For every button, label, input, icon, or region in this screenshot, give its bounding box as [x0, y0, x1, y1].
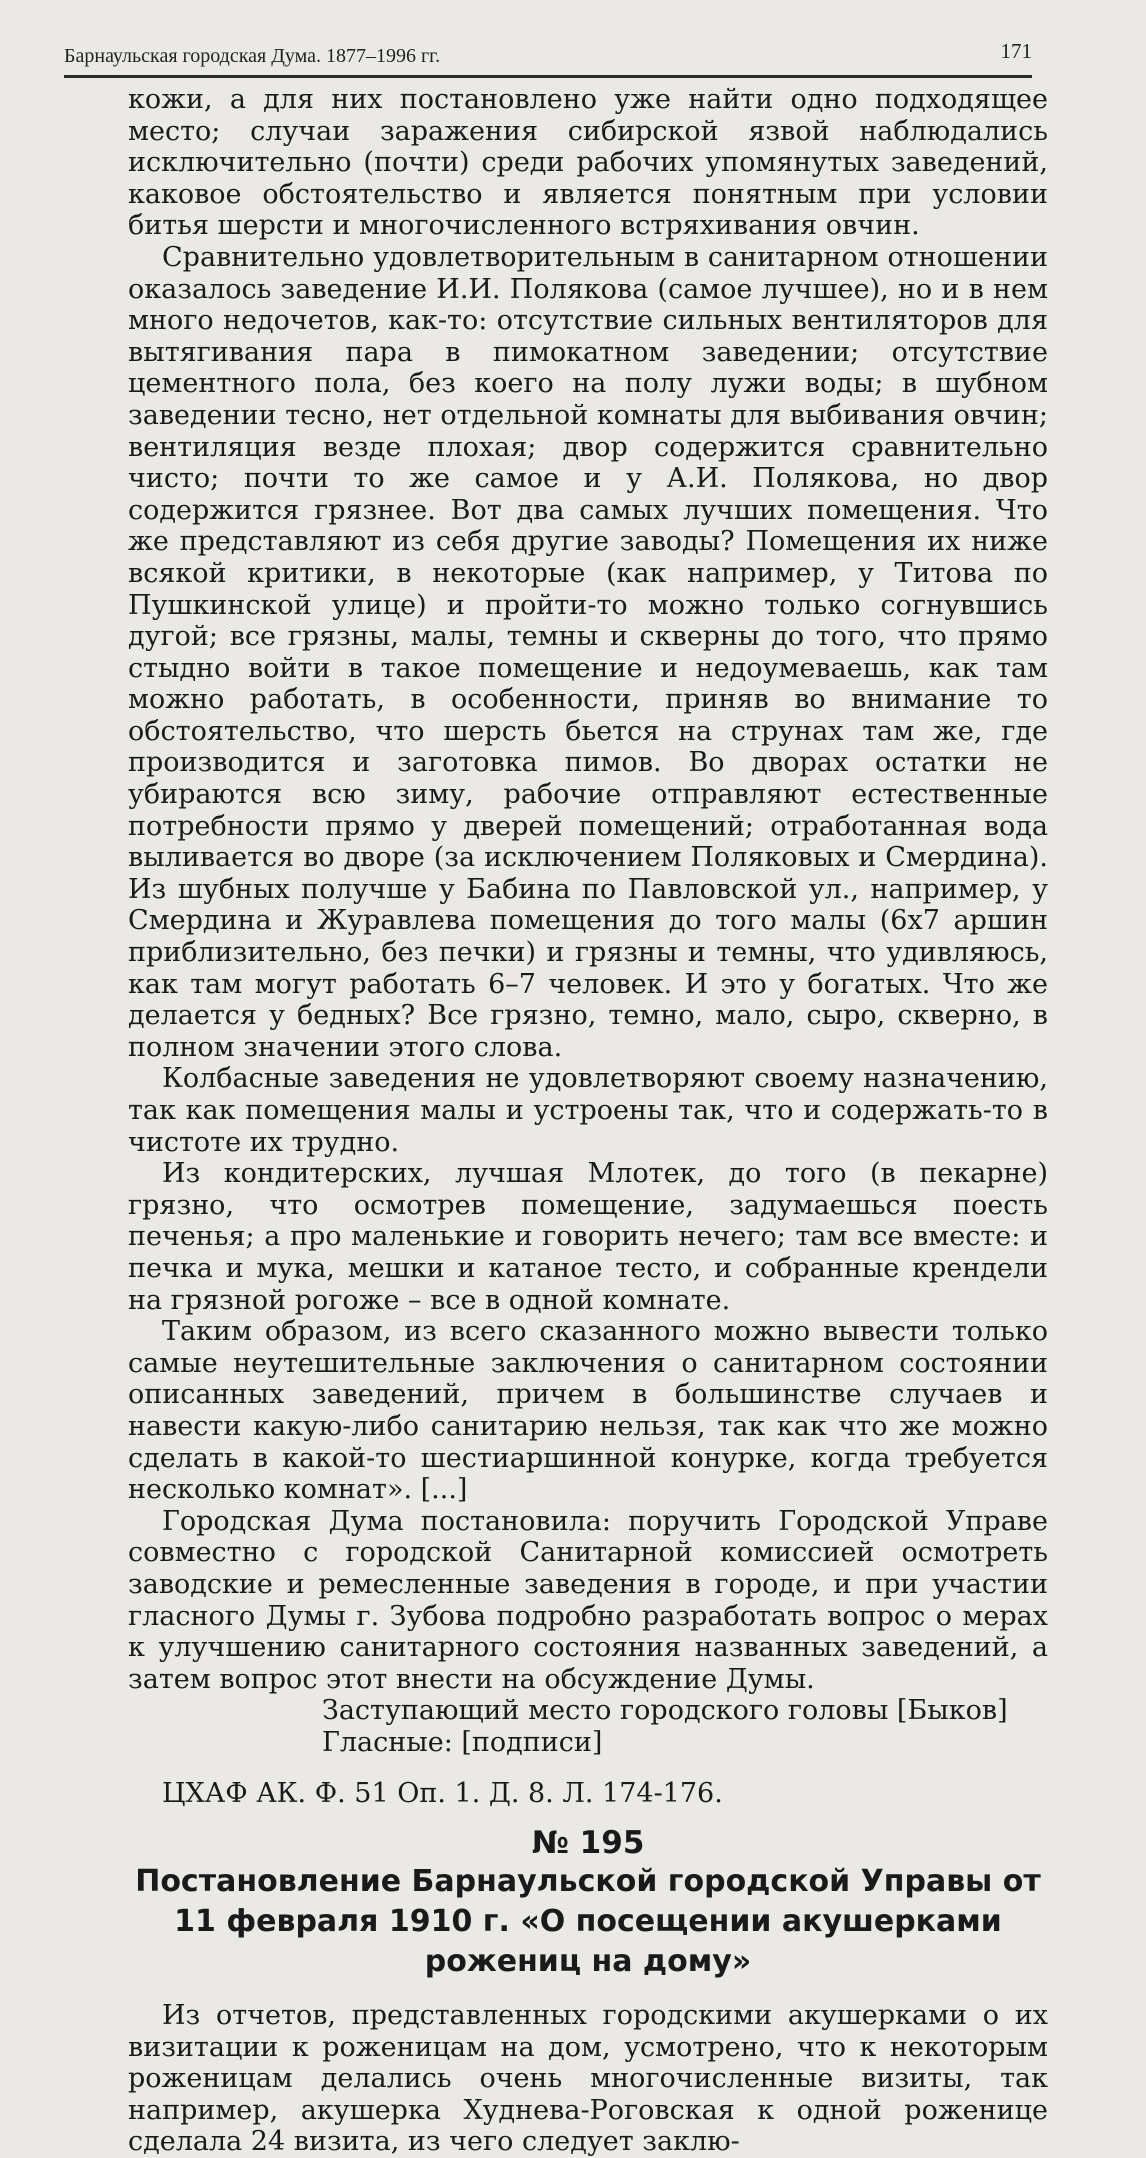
header-rule	[64, 75, 1032, 78]
paragraph-1: кожи, а для них постановлено уже найти одно подходящее место; случаи заражения сибирской язвой наблюдались исключительно (почти) среди рабочих упомянутых заведений, каковое обстоятельство и является понятным при условии битья шерсти и многочисленного встряхивания овчин.	[128, 84, 1048, 242]
document-title: Постановление Барнаульской городской Управы от 11 февраля 1910 г. «О посещении акушерками рожениц на дому»	[135, 1864, 1041, 1980]
paragraph-2: Сравнительно удовлетворительным в санитарном отношении оказалось заведение И.И. Полякова (самое лучшее), но и в нем много недочетов, как-то: отсутствие сильных вентиляторов для вытягивания пара в пимокатном заведении; отсутствие цементного пола, без коего на полу лужи воды; в шубном заведении тесно, нет отдельной комнаты для выбивания овчин; вентиляция везде плохая; двор содержится сравнительно чисто; почти то же самое и у А.И. Полякова, но двор содержится грязнее. Вот два самых лучших помещения. Что же представляют из себя другие заводы? Помещения их ниже всякой критики, в некоторые (как например, у Титова по Пушкинской улице) и пройти-то можно только согнувшись дугой; все грязны, малы, темны и скверны до того, что прямо стыдно войти в такое помещение и недоумеваешь, как там можно работать, в особенности, приняв во внимание то обстоятельство, что шерсть бьется на струнах там же, где производится и заготовка пимов. Во дворах остатки не убираются всю зиму, рабочие отправляют естественные потребности прямо у дверей помещений; отработанная вода выливается во дворе (за исключением Поляковых и Смердина). Из шубных получше у Бабина по Павловской ул., например, у Смердина и Журавлева помещения до того малы (6х7 аршин приблизительно, без печки) и грязны и темны, что удивляюсь, как там могут работать 6–7 человек. И это у богатых. Что же делается у бедных? Все грязно, темно, мало, сыро, скверно, в полном значении этого слова.	[128, 241, 1048, 1063]
page-number: 171	[1000, 39, 1032, 63]
document-text: Из отчетов, представленных городскими акушерками о их визитации к роженицам на дом, усмотрено, что к некоторым роженицам делались очень многочисленные визиты, так например, акушерка Худнева-Роговская к одной роженице сделала 24 визита, из чего следует заклю-	[128, 2000, 1048, 2158]
paragraph-4: Из кондитерских, лучшая Млотек, до того (в пекарне) грязно, что осмотрев помещение, задумаешься поесть печенья; а про маленькие и говорить нечего; там все вместе: и печка и мука, мешки и катаное тесто, и собранные крендели на грязной рогоже – все в одной комнате.	[128, 1158, 1048, 1316]
paragraph-3: Колбасные заведения не удовлетворяют своему назначению, так как помещения малы и устроены так, что и содержать-то в чистоте их трудно.	[128, 1063, 1048, 1158]
paragraph-6: Городская Дума постановила: поручить Городской Управе совместно с городской Санитарной комиссией осмотреть заводские и ремесленные заведения в городе, и при участии гласного Думы г. Зубова подробно разработать вопрос о мерах к улучшению санитарного состояния названных заведений, а затем вопрос этот внести на обсуждение Думы.	[128, 1505, 1048, 1695]
signature-councillors: Гласные: [подписи]	[322, 1726, 603, 1758]
page-body	[128, 84, 1048, 2158]
running-title: Барнаульская городская Дума. 1877–1996 гг.	[64, 45, 441, 67]
paragraph-5: Таким образом, из всего сказанного можно вывести только самые неутешительные заключения о санитарном состоянии описанных заведений, причем в большинстве случаев и навести какую-либо санитарию нельзя, так как что же можно сделать в какой-то шестиаршинной конурке, когда требуется несколько комнат». [...]	[128, 1316, 1048, 1506]
page-header	[64, 38, 1032, 72]
signature-acting-head: Заступающий место городского головы [Быков]	[322, 1695, 1008, 1727]
archive-reference: ЦХАФ АК. Ф. 51 Оп. 1. Д. 8. Л. 174-176.	[162, 1778, 723, 1810]
document-number: № 195	[531, 1825, 645, 1862]
